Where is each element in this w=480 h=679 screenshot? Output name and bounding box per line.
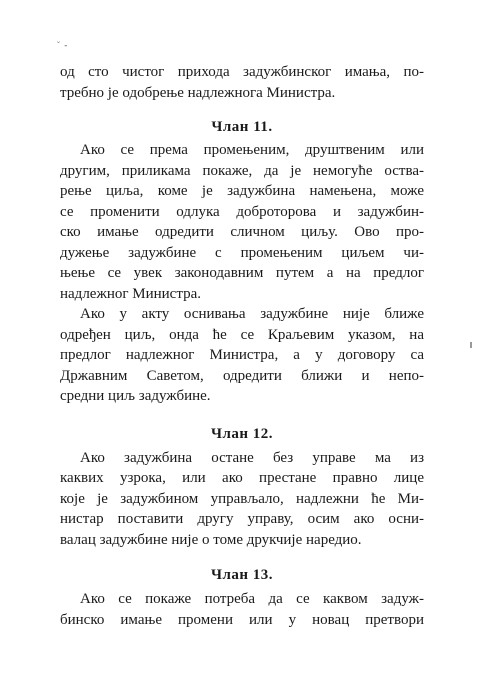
text-line: Ако се према промењеним, друштвеним или <box>80 142 424 158</box>
text-line: одређен циљ, онда ће се Краљевим указом, на <box>60 326 424 343</box>
article-12-heading: Члан 12. <box>210 425 274 442</box>
text-line: Ако се покаже потреба да се каквом задуж- <box>80 591 424 607</box>
corner-mark: ˘ - <box>57 40 69 50</box>
text-line: средни циљ задужбине. <box>60 388 211 404</box>
text-line: Ако задужбина остане без управе ма из <box>80 449 424 466</box>
text-line: које је задужбином управљало, надлежни ће Ми- <box>60 490 424 507</box>
text-line: требно је одобрење надлежнога Министра. <box>60 84 336 101</box>
article-12-paragraph-1 <box>60 448 424 551</box>
article-13-paragraph-1 <box>60 589 424 630</box>
article-11-paragraph-1 <box>60 140 424 304</box>
edge-mark <box>470 342 472 348</box>
text-line: се променити одлука доброторова и задужбин- <box>60 203 424 220</box>
text-line: њење се увек законодавним путем а на предлог <box>60 265 424 281</box>
article-11-paragraph-2 <box>60 304 424 407</box>
article-11-heading: Члан 11. <box>211 119 273 135</box>
text-line: нистар поставити другу управу, осим ако осни- <box>60 511 424 527</box>
text-line: бинско имање промени или у новац претвори <box>60 611 424 628</box>
text-line: од сто чистог прихода задужбинског имања, по- <box>60 64 424 80</box>
text-line: другим, приликама покаже, да је немогуће оства- <box>60 162 424 179</box>
text-line: валац задужбине није о томе друкчије наредио. <box>60 531 362 548</box>
text-line: надлежног Министра. <box>60 285 201 302</box>
text-line: каквих узрока, или ако престане правно лице <box>60 470 424 486</box>
page-content <box>60 62 424 630</box>
text-line: предлог надлежног Министра, а у договору са <box>60 347 424 363</box>
intro-paragraph <box>60 62 424 103</box>
text-line: Ако у акту оснивања задужбине није ближе <box>80 306 424 322</box>
text-line: рење циља, коме је задужбина намењена, може <box>60 183 424 199</box>
article-13-heading: Члан 13. <box>210 567 274 583</box>
text-line: Државним Саветом, одредити ближи и непо- <box>60 367 424 384</box>
text-line: ско имање одредити сличном циљу. Ово про- <box>60 224 424 240</box>
text-line: дужење задужбине с промењеним циљем чи- <box>60 244 424 261</box>
